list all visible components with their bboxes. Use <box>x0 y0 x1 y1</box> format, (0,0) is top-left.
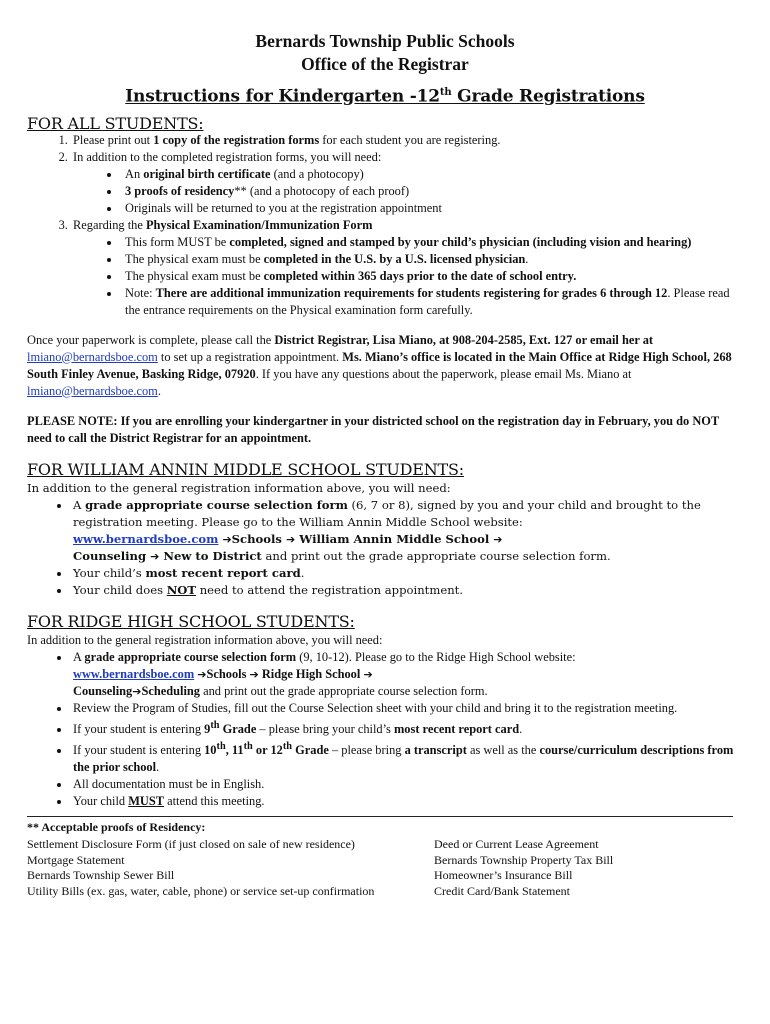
arrow-right-icon: ➔ <box>285 532 296 546</box>
divider <box>27 816 733 817</box>
list-item: Bernards Township Property Tax Bill <box>434 852 614 867</box>
list-item: Mortgage Statement <box>27 852 125 867</box>
list-item: Utility Bills (ex. gas, water, cable, phone) or service set-up confirmation <box>27 883 375 898</box>
list-item: • Review the Program of Studies, fill out the Course Selection sheet with your child and bring it to the registration meeting. <box>71 700 743 717</box>
list-item: • All documentation must be in English. <box>71 776 743 793</box>
list-item: • A grade appropriate course selection form (9, 10-12). Please go to the Ridge High School website: www.bernardsboe.com ➔Schools ➔ Ridge High School ➔ Counseling➔Scheduling and print out the grade appropriate course selection form. <box>71 649 743 700</box>
list-item: Homeowner’s Insurance Bill <box>434 868 573 883</box>
ridge-heading: FOR RIDGE HIGH SCHOOL STUDENTS: <box>27 611 355 631</box>
list-item: • Your child MUST attend this meeting. <box>71 793 743 810</box>
arrow-right-icon: ➔ <box>222 532 232 546</box>
list-item: • If your student is entering 10th, 11th or 12th Grade – please bring a transcript as well as the course/curriculum descriptions from the prior school. <box>71 738 743 776</box>
ridge-list <box>27 649 743 810</box>
proofs-right-column <box>434 837 734 899</box>
proofs-heading: ** Acceptable proofs of Residency: <box>27 819 206 834</box>
arrow-right-icon: ➔ <box>363 667 373 681</box>
list-item: • A grade appropriate course selection form (6, 7 or 8), signed by you and your child and brought to the registration meeting. Please go to the William Annin Middle School website: www.bernardsboe.com ➔Schools ➔ William Annin Middle School ➔ Counseling ➔ New to District and print out the grade appropriate course selection form. <box>71 497 743 565</box>
district-website-link[interactable]: www.bernardsboe.com <box>73 531 219 546</box>
all-students-list <box>27 132 743 319</box>
list-item: • Your child’s most recent report card. <box>71 565 743 582</box>
list-item: Deed or Current Lease Agreement <box>434 837 599 852</box>
list-item: • An original birth certificate (and a photocopy) <box>121 166 743 183</box>
registrar-email-link[interactable]: lmiano@bernardsboe.com <box>27 349 158 364</box>
annin-intro: In addition to the general registration information above, you will need: <box>27 480 451 495</box>
list-item: • If your student is entering 9th Grade – please bring your child’s most recent report card. <box>71 717 743 738</box>
district-name: Bernards Township Public Schools <box>255 31 515 51</box>
list-item: 1. Please print out 1 copy of the registration forms for each student you are registering. <box>71 132 743 149</box>
list-item: • This form MUST be completed, signed and stamped by your child’s physician (including vision and hearing) <box>121 234 743 251</box>
all-students-heading: FOR ALL STUDENTS: <box>27 113 204 133</box>
list-item: • Note: There are additional immunization requirements for students registering for grades 6 through 12. Please read the entrance requirements on the Physical examination form carefully. <box>121 285 743 319</box>
document-page <box>27 30 743 899</box>
list-item: • Originals will be returned to you at the registration appointment <box>121 200 743 217</box>
list-item: • Your child does NOT need to attend the registration appointment. <box>71 582 743 599</box>
list-item: • The physical exam must be completed within 365 days prior to the date of school entry. <box>121 268 743 285</box>
office-name: Office of the Registrar <box>301 54 469 74</box>
list-item: Bernards Township Sewer Bill <box>27 868 175 883</box>
proofs-of-residency <box>27 837 743 899</box>
list-item: • 3 proofs of residency** (and a photocopy of each proof) <box>121 183 743 200</box>
ridge-intro: In addition to the general registration information above, you will need: <box>27 632 383 647</box>
registrar-contact-paragraph: Once your paperwork is complete, please call the District Registrar, Lisa Miano, at 908-204-2585, Ext. 127 or email her at lmiano@bernardsboe.com to set up a registration appointment. Ms. Miano’s office is located in the Main Office at Ridge High School, 268 South Finley Avenue, Basking Ridge, 07920. If you have any questions about the paperwork, please email Ms. Miano at lmiano@bernardsboe.com. <box>27 332 732 398</box>
list-item: Credit Card/Bank Statement <box>434 883 570 898</box>
arrow-right-icon: ➔ <box>249 667 259 681</box>
registrar-email-link-2[interactable]: lmiano@bernardsboe.com <box>27 383 158 398</box>
document-title: Instructions for Kindergarten -12th Grade Registrations <box>125 86 645 107</box>
list-item: Settlement Disclosure Form (if just closed on sale of new residence) <box>27 837 355 852</box>
arrow-right-icon: ➔ <box>197 667 207 681</box>
list-item: • The physical exam must be completed in the U.S. by a U.S. licensed physician. <box>121 251 743 268</box>
arrow-right-icon: ➔ <box>150 549 160 563</box>
arrow-right-icon: ➔ <box>132 684 142 698</box>
list-item: 3. Regarding the Physical Examination/Immunization Form • This form MUST be completed, signed and stamped by your child’s physician (including vision and hearing) • The physical exam must be completed in the U.S. by a U.S. licensed physician. • The physical exam must be completed within 365 days prior to the date of school entry. • Note: There are additional immunization requirements for students registering for grades 6 through 12. Please read the entrance requirements on the Physical examination form carefully. <box>71 217 743 319</box>
list-item: 2. In addition to the completed registration forms, you will need: • An original birth certificate (and a photocopy) • 3 proofs of residency** (and a photocopy of each proof) • Originals will be returned to you at the registration appointment <box>71 149 743 217</box>
proofs-left-column <box>27 837 434 899</box>
arrow-right-icon: ➔ <box>493 532 503 546</box>
district-website-link[interactable]: www.bernardsboe.com <box>73 666 195 681</box>
annin-list <box>27 497 743 599</box>
annin-heading: FOR WILLIAM ANNIN MIDDLE SCHOOL STUDENTS: <box>27 459 464 479</box>
kindergarten-note: PLEASE NOTE: If you are enrolling your kindergartner in your districted school on the registration day in February, you do NOT need to call the District Registrar for an appointment. <box>27 413 719 445</box>
